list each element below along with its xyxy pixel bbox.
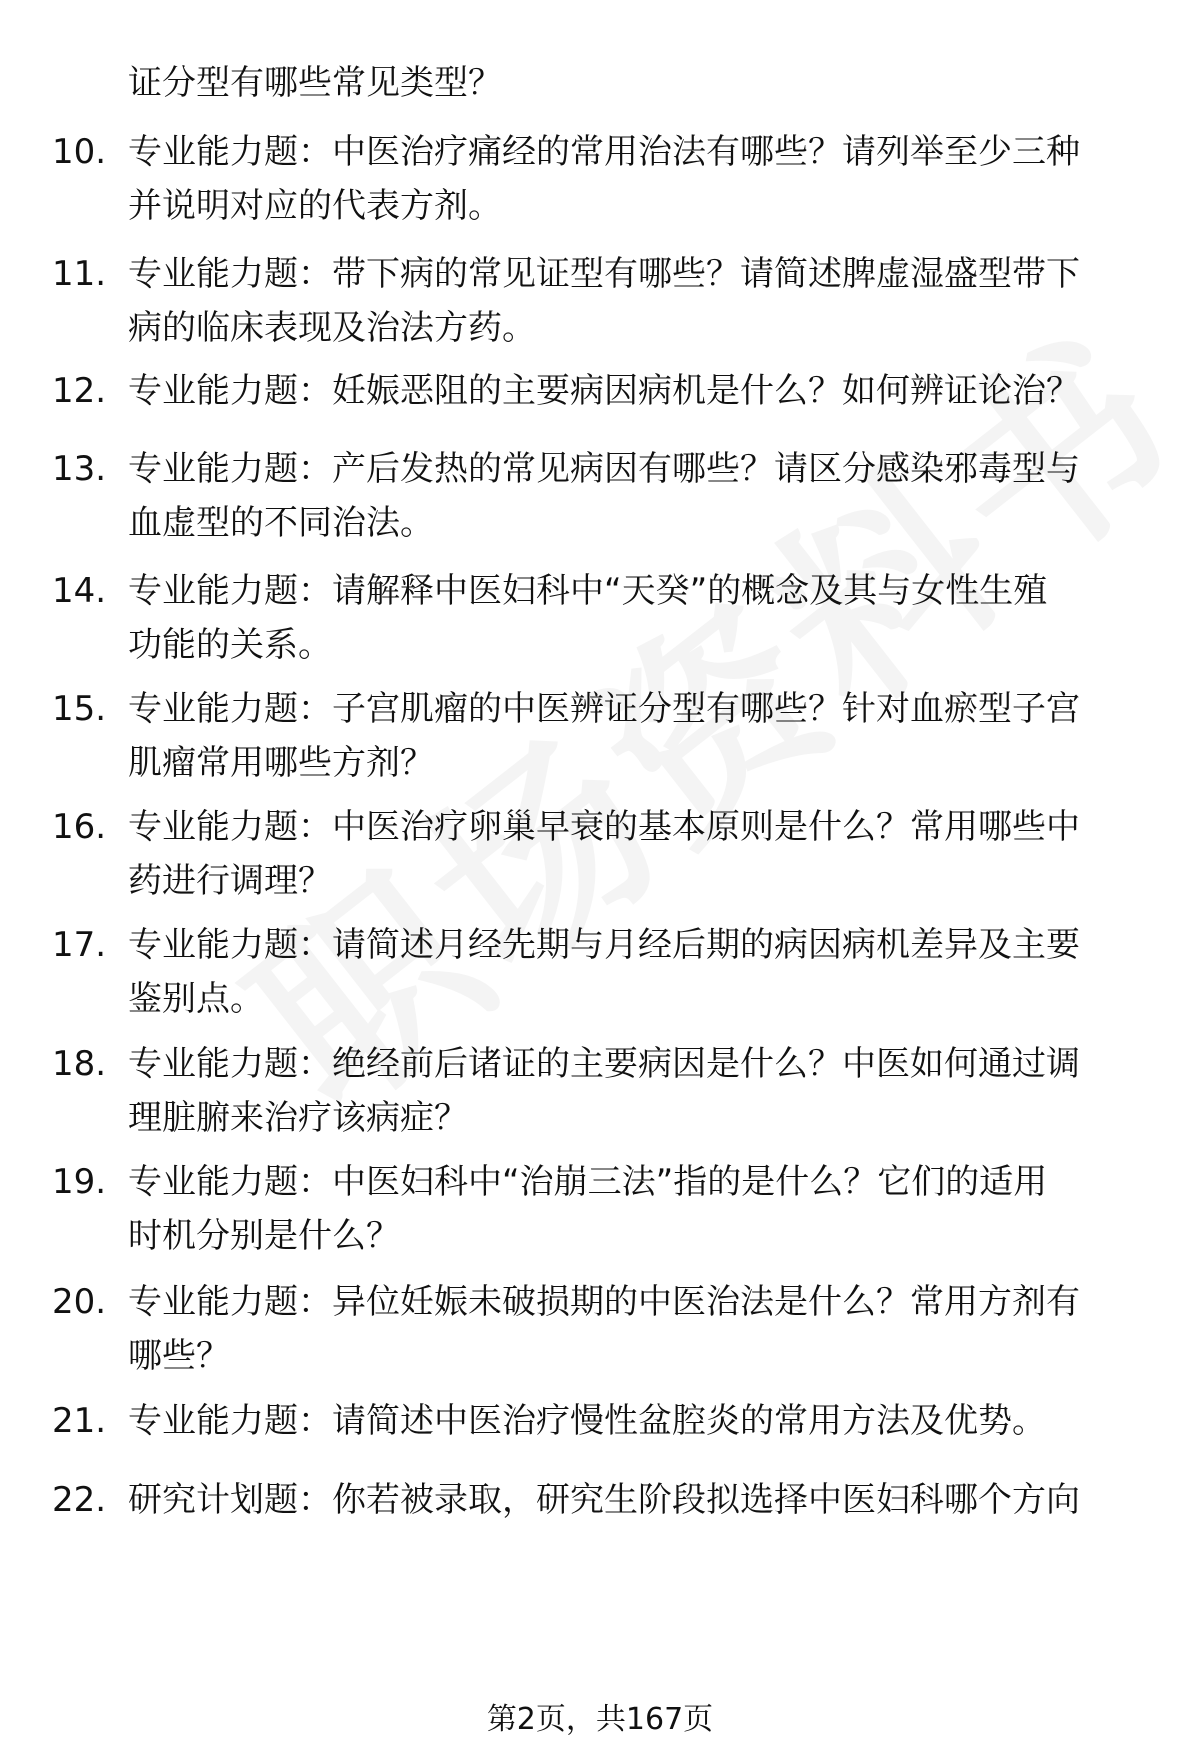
question-text-line: 专业能力题：子宫肌瘤的中医辨证分型有哪些？针对血瘀型子宫 (128, 689, 1080, 729)
question-text-line: 专业能力题：中医妇科中“治崩三法”指的是什么？它们的适用 (128, 1162, 1048, 1202)
question-text-line: 专业能力题：请解释中医妇科中“天癸”的概念及其与女性生殖 (128, 571, 1048, 611)
question-text-line: 鉴别点。 (128, 979, 264, 1019)
question-text (128, 1155, 1138, 1263)
question-text-line: 专业能力题：妊娠恶阻的主要病因病机是什么？如何辨证论治？ (128, 371, 1080, 411)
question-text (128, 125, 1138, 233)
question-text-line: 并说明对应的代表方剂。 (128, 186, 502, 226)
continued-question-text: 证分型有哪些常见类型？ (128, 63, 502, 103)
question-text-line: 研究计划题：你若被录取，研究生阶段拟选择中医妇科哪个方向 (128, 1480, 1080, 1520)
question-text-line: 专业能力题：请简述中医治疗慢性盆腔炎的常用方法及优势。 (128, 1401, 1046, 1441)
question-text-line: 专业能力题：产后发热的常见病因有哪些？请区分感染邪毒型与 (128, 449, 1080, 489)
question-text (128, 442, 1138, 550)
question-text-line: 理脏腑来治疗该病症？ (128, 1098, 468, 1138)
question-text (128, 800, 1138, 908)
question-text-line: 时机分别是什么？ (128, 1216, 400, 1256)
question-number: 15. (52, 689, 107, 729)
question-text (128, 364, 1138, 418)
question-text-line: 专业能力题：请简述月经先期与月经后期的病因病机差异及主要 (128, 925, 1080, 965)
question-text-line: 药进行调理？ (128, 861, 332, 901)
question-number: 11. (52, 254, 107, 294)
question-text-line: 专业能力题：中医治疗痛经的常用治法有哪些？请列举至少三种 (128, 132, 1080, 172)
question-text (128, 1394, 1138, 1448)
question-text (128, 247, 1138, 355)
question-number: 14. (52, 571, 107, 611)
question-number: 18. (52, 1044, 107, 1084)
question-text-line: 专业能力题：中医治疗卵巢早衰的基本原则是什么？常用哪些中 (128, 807, 1080, 847)
question-text-line: 病的临床表现及治法方药。 (128, 308, 536, 348)
question-text-line: 专业能力题：异位妊娠未破损期的中医治法是什么？常用方剂有 (128, 1282, 1080, 1322)
question-number: 22. (52, 1480, 107, 1520)
question-text-line: 肌瘤常用哪些方剂？ (128, 743, 434, 783)
question-number: 10. (52, 132, 107, 172)
question-text (128, 682, 1138, 790)
question-text-line: 血虚型的不同治法。 (128, 503, 434, 543)
question-number: 21. (52, 1401, 107, 1441)
question-text-line: 专业能力题：绝经前后诸证的主要病因是什么？中医如何通过调 (128, 1044, 1080, 1084)
question-number: 12. (52, 371, 107, 411)
question-text (128, 918, 1138, 1026)
question-text-line: 功能的关系。 (128, 625, 332, 665)
page-footer: 第2页，共167页 (486, 1702, 714, 1737)
question-number: 19. (52, 1162, 107, 1202)
question-number: 17. (52, 925, 107, 965)
question-text (128, 564, 1138, 672)
question-number: 20. (52, 1282, 107, 1322)
question-number: 16. (52, 807, 107, 847)
question-text (128, 1275, 1138, 1383)
question-text (128, 1473, 1138, 1527)
question-text-line: 哪些？ (128, 1336, 230, 1376)
question-text (128, 1037, 1138, 1145)
question-number: 13. (52, 449, 107, 489)
question-text-line: 专业能力题：带下病的常见证型有哪些？请简述脾虚湿盛型带下 (128, 254, 1080, 294)
